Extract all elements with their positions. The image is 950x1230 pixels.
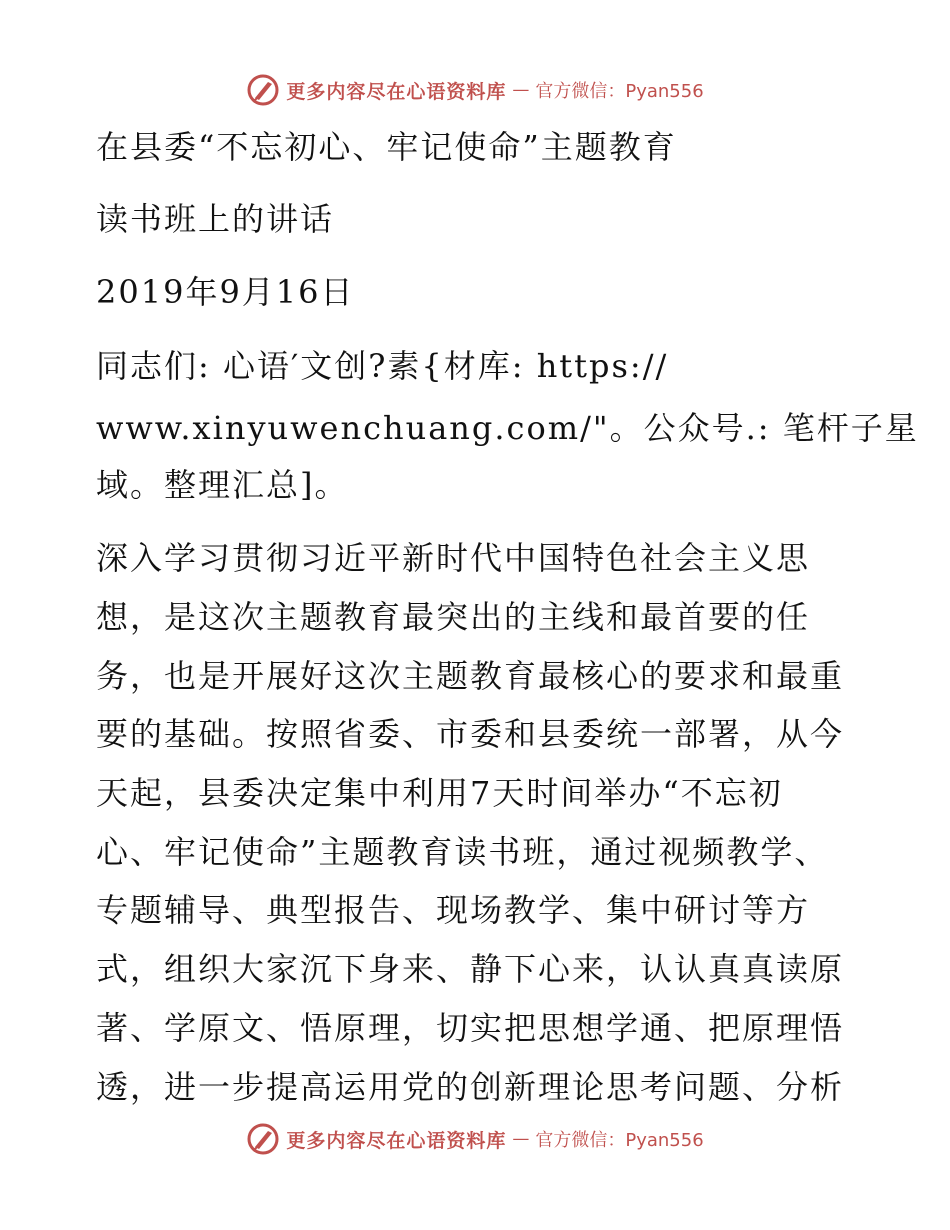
body-line-2: 想，是这次主题教育最突出的主线和最首要的任	[96, 598, 811, 636]
quill-pen-logo-icon	[246, 73, 280, 107]
body-line-4: 要的基础。按照省委、市委和县委统一部署，从今	[96, 715, 845, 753]
document-date: 2019年9月16日	[96, 273, 355, 311]
watermark-separator: —	[512, 1129, 530, 1149]
body-line-9: 著、学原文、悟原理，切实把思想学通、把原理悟	[96, 1009, 845, 1047]
body-line-10: 透，进一步提高运用党的创新理论思考问题、分析	[96, 1068, 845, 1106]
body-line-5: 天起，县委决定集中利用7天时间举办“不忘初	[96, 774, 783, 812]
body-line-3: 务，也是开展好这次主题教育最核心的要求和最重	[96, 657, 845, 695]
watermark-banner-bottom	[0, 1117, 950, 1161]
body-line-8: 式，组织大家沉下身来、静下心来，认认真真读原	[96, 950, 845, 988]
body-line-6: 心、牢记使命”主题教育读书班，通过视频教学、	[96, 833, 829, 871]
watermark-wechat-text: 官方微信：Pyan556	[535, 1130, 704, 1151]
watermark-banner-top	[0, 68, 950, 112]
document-title-line-2: 读书班上的讲话	[96, 200, 335, 238]
salutation-line-1: 同志们: 心语′文创?素{材库: https://	[96, 347, 669, 385]
body-line-1: 深入学习贯彻习近平新时代中国特色社会主义思	[96, 539, 811, 577]
salutation-line-3: 域。整理汇总]。	[96, 466, 349, 504]
watermark-brand-text: 更多内容尽在心语资料库	[286, 80, 507, 103]
watermark-wechat-text: 官方微信：Pyan556	[535, 81, 704, 102]
body-line-7: 专题辅导、典型报告、现场教学、集中研讨等方	[96, 891, 811, 929]
watermark-separator: —	[512, 80, 530, 100]
document-title-line-1: 在县委“不忘初心、牢记使命”主题教育	[96, 128, 677, 166]
watermark-brand-text: 更多内容尽在心语资料库	[286, 1129, 507, 1152]
salutation-line-2: www.xinyuwenchuang.com/"。公众号.: 笔杆子星	[96, 409, 919, 447]
quill-pen-logo-icon	[246, 1122, 280, 1156]
